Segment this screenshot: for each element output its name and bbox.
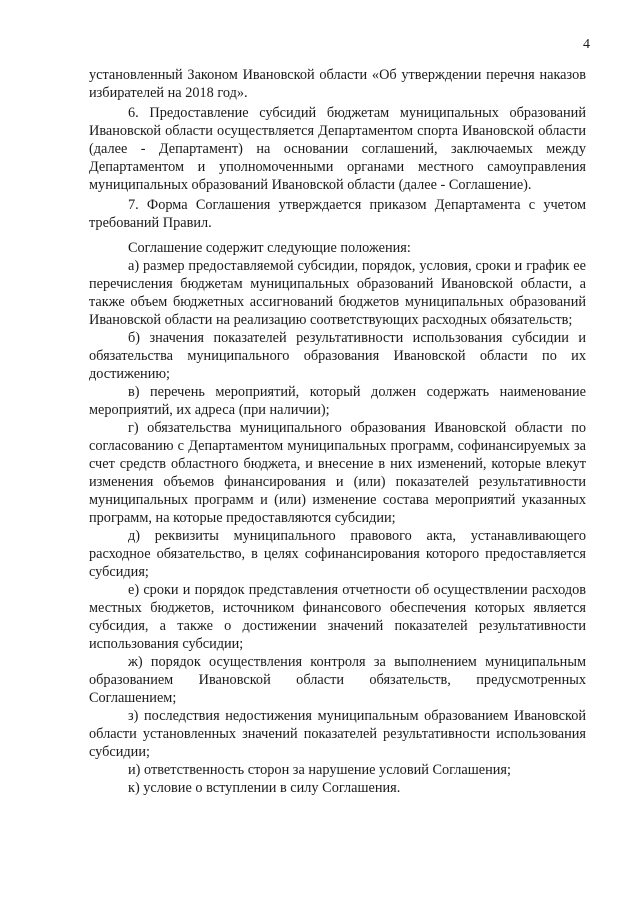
- list-item-e: е) сроки и порядок представления отчетности об осуществлении расходов местных бюджетов, источником финансового обеспечения которых является субсидия, а также о достижении значений показателей результативности использования субсидии;: [89, 582, 586, 652]
- list-item-b: б) значения показателей результативности использования субсидии и обязательства муниципального образования Ивановской области по их достижению;: [89, 330, 586, 382]
- list-item-z: з) последствия недостижения муниципальным образованием Ивановской области установленных значений показателей результативности использования субсидии;: [89, 708, 586, 760]
- list-item-i: и) ответственность сторон за нарушение условий Соглашения;: [128, 762, 511, 778]
- paragraph-item-7: 7. Форма Соглашения утверждается приказом Департамента с учетом требований Правил.: [89, 197, 586, 231]
- list-item-d: д) реквизиты муниципального правового акта, устанавливающего расходное обязательство, в целях софинансирования которого предоставляется субсидия;: [89, 528, 586, 580]
- list-item-g: г) обязательства муниципального образования Ивановской области по согласованию с Департаментом муниципальных программ, софинансируемых за счет средств областного бюджета, и внесение в них изменений, которые влекут изменения объемов финансирования и (или) показателей результативности муниципальных программ и (или) изменение состава мероприятий указанных программ, на которые предоставляются субсидии;: [89, 420, 586, 526]
- page-number: 4: [583, 37, 590, 52]
- paragraph-continuation: установленный Законом Ивановской области «Об утверждении перечня наказов избирателей на 2018 год».: [89, 67, 586, 101]
- list-item-a: а) размер предоставляемой субсидии, порядок, условия, сроки и график ее перечисления бюджетам муниципальных образований Ивановской области, а также объем бюджетных ассигнований бюджетов муниципальных образований Ивановской области на реализацию соответствующих расходных обязательств;: [89, 258, 586, 328]
- paragraph-agreement-provisions: Соглашение содержит следующие положения:: [128, 240, 411, 256]
- paragraph-item-6: 6. Предоставление субсидий бюджетам муниципальных образований Ивановской области осуществляется Департаментом спорта Ивановской области (далее - Департамент) на основании соглашений, заключаемых между Департаментом и уполномоченными органами местного самоуправления муниципальных образований Ивановской области (далее - Соглашение).: [89, 105, 586, 193]
- list-item-zh: ж) порядок осуществления контроля за выполнением муниципальным образованием Ивановской области обязательств, предусмотренных Соглашением;: [89, 654, 586, 706]
- list-item-k: к) условие о вступлении в силу Соглашения.: [128, 780, 401, 796]
- document-body: [89, 66, 586, 797]
- list-item-v: в) перечень мероприятий, который должен содержать наименование мероприятий, их адреса (при наличии);: [89, 384, 586, 418]
